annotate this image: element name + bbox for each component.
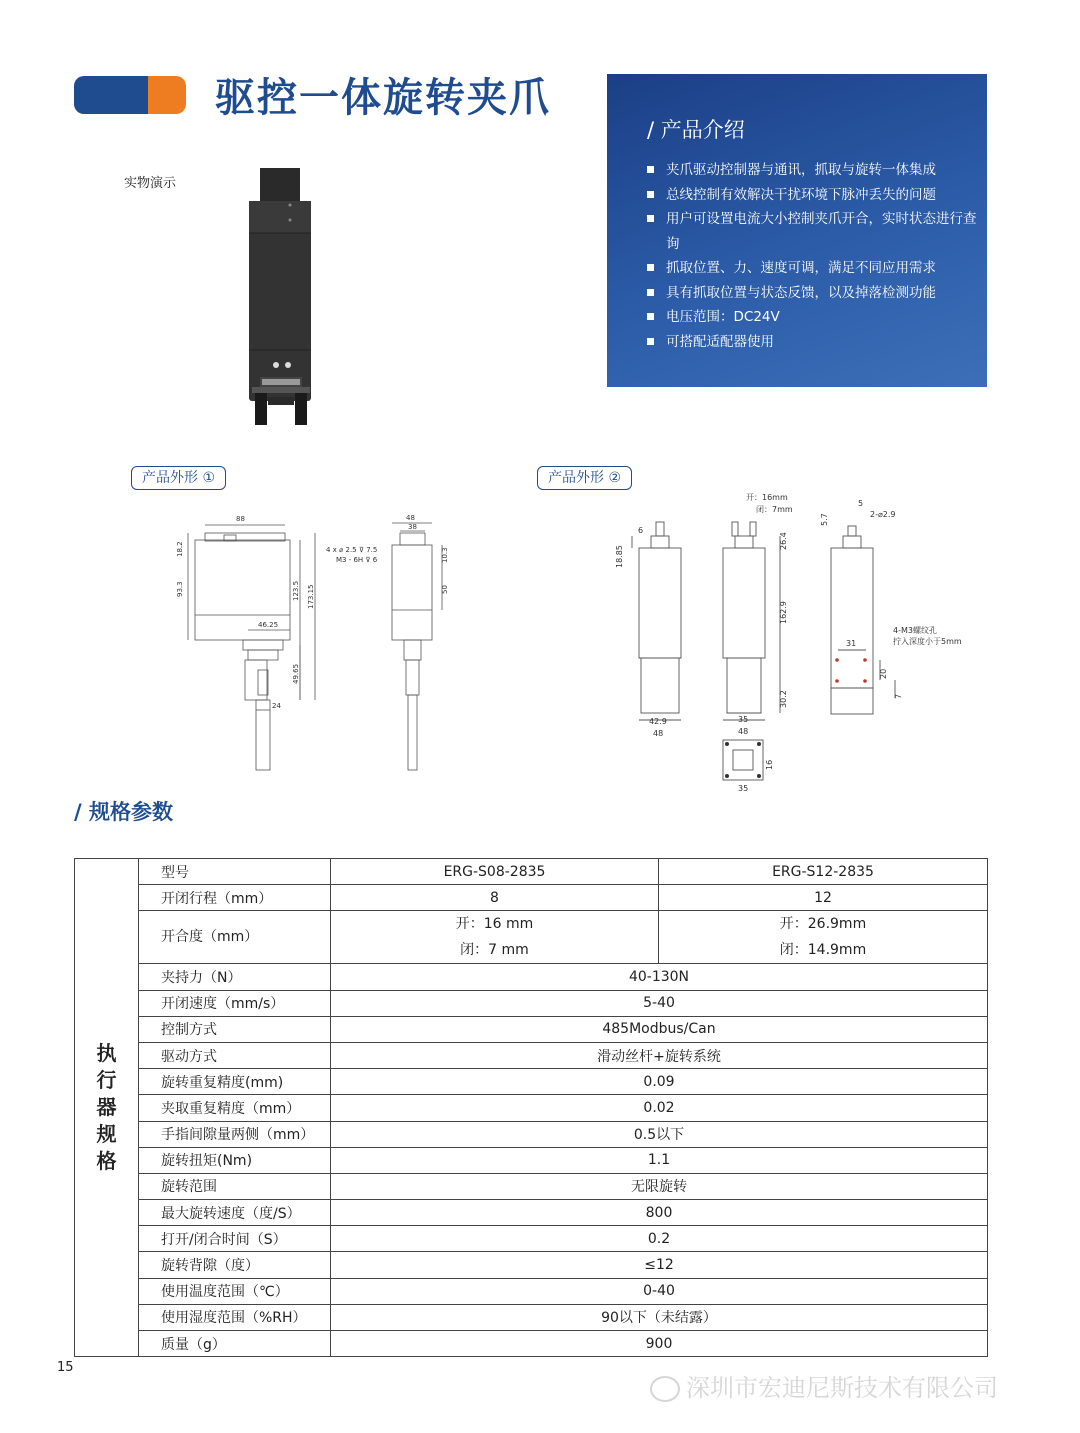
row-label: 打开/闭合时间（S） bbox=[139, 1226, 331, 1252]
category-cell bbox=[75, 859, 139, 1357]
table-row bbox=[75, 1200, 988, 1226]
model-b: ERG-S12-2835 bbox=[659, 859, 988, 885]
spec-heading: / 规格参数 bbox=[74, 800, 173, 824]
dim-6: 6 bbox=[638, 526, 644, 535]
row-value: 0.09 bbox=[331, 1069, 988, 1095]
product-photo bbox=[240, 165, 320, 430]
opening-a-open: 开：16 mm bbox=[455, 916, 534, 933]
watermark-text: 深圳市宏迪尼斯技术有限公司 bbox=[686, 1374, 998, 1402]
intro-list bbox=[647, 158, 977, 354]
dim-49-65: 49.65 bbox=[292, 663, 300, 684]
row-value: 1.1 bbox=[331, 1147, 988, 1173]
row-label: 质量（g） bbox=[139, 1331, 331, 1357]
table-row bbox=[75, 1069, 988, 1095]
table-row bbox=[75, 859, 988, 885]
row-value: 无限旋转 bbox=[331, 1173, 988, 1199]
intro-item: 夹爪驱动控制器与通讯，抓取与旋转一体集成 bbox=[647, 158, 977, 183]
dim-173-15: 173.15 bbox=[307, 584, 315, 609]
header-bar-blue bbox=[74, 76, 156, 114]
wechat-icon bbox=[650, 1376, 680, 1402]
dim-phi: 2-⌀2.9 bbox=[870, 510, 896, 519]
dim-50: 50 bbox=[441, 585, 449, 594]
row-label: 开合度（mm） bbox=[139, 911, 331, 964]
dim-35-b: 35 bbox=[738, 784, 749, 793]
watermark bbox=[650, 1368, 998, 1403]
demo-label: 实物演示 bbox=[124, 176, 177, 191]
row-label: 使用湿度范围（%RH） bbox=[139, 1304, 331, 1330]
row-value bbox=[331, 911, 659, 964]
outline-drawing-1 bbox=[160, 505, 480, 785]
row-label: 驱动方式 bbox=[139, 1042, 331, 1068]
row-label: 开闭速度（mm/s） bbox=[139, 990, 331, 1016]
dim-48-b: 48 bbox=[738, 727, 749, 736]
row-label: 旋转扭矩(Nm) bbox=[139, 1147, 331, 1173]
row-label: 手指间隙量两侧（mm） bbox=[139, 1121, 331, 1147]
screw-note-2: 拧入深度小于5mm bbox=[893, 637, 962, 646]
table-row bbox=[75, 1331, 988, 1357]
table-row bbox=[75, 1304, 988, 1330]
dim-16: 16 bbox=[765, 759, 774, 770]
dim-7: 7 bbox=[894, 693, 903, 699]
row-value: ≤12 bbox=[331, 1252, 988, 1278]
page-number: 15 bbox=[57, 1360, 74, 1375]
intro-item: 具有抓取位置与状态反馈，以及掉落检测功能 bbox=[647, 281, 977, 306]
dim-162-9: 162.9 bbox=[779, 601, 788, 624]
intro-item: 用户可设置电流大小控制夹爪开合，实时状态进行查询 bbox=[647, 207, 977, 256]
dim-35: 35 bbox=[738, 715, 749, 724]
dim-5-7: 5.7 bbox=[820, 513, 829, 526]
row-label: 控制方式 bbox=[139, 1016, 331, 1042]
row-value: 485Modbus/Can bbox=[331, 1016, 988, 1042]
opening-b-close: 闭：14.9mm bbox=[779, 942, 867, 959]
table-row bbox=[75, 1016, 988, 1042]
dim-38: 38 bbox=[408, 523, 417, 531]
row-value: 900 bbox=[331, 1331, 988, 1357]
opening-a-close: 闭：7 mm bbox=[460, 942, 529, 959]
spec-table bbox=[74, 858, 988, 1357]
dim-48-a: 48 bbox=[653, 729, 664, 738]
category-label: 执行器规格 bbox=[96, 1041, 117, 1174]
dim-24: 24 bbox=[272, 702, 281, 710]
intro-item: 电压范围：DC24V bbox=[647, 305, 977, 330]
dim-31: 31 bbox=[846, 639, 857, 648]
table-row bbox=[75, 1147, 988, 1173]
row-label: 旋转范围 bbox=[139, 1173, 331, 1199]
dim-20: 20 bbox=[879, 668, 888, 679]
row-label: 使用温度范围（℃） bbox=[139, 1278, 331, 1304]
row-value: 0.02 bbox=[331, 1095, 988, 1121]
row-value: 0.5以下 bbox=[331, 1121, 988, 1147]
model-label: 型号 bbox=[139, 859, 331, 885]
row-label: 夹持力（N） bbox=[139, 964, 331, 990]
dim-93-3: 93.3 bbox=[176, 581, 184, 597]
row-label: 开闭行程（mm） bbox=[139, 885, 331, 911]
page-title: 驱控一体旋转夹爪 bbox=[215, 75, 551, 121]
row-value: 5-40 bbox=[331, 990, 988, 1016]
table-row bbox=[75, 1278, 988, 1304]
table-row bbox=[75, 1042, 988, 1068]
opening-b-open: 开：26.9mm bbox=[779, 916, 867, 933]
outline-tag-2: 产品外形 ② bbox=[537, 466, 632, 490]
dim-5: 5 bbox=[858, 499, 864, 508]
row-label: 旋转背隙（度） bbox=[139, 1252, 331, 1278]
row-label: 夹取重复精度（mm） bbox=[139, 1095, 331, 1121]
model-a: ERG-S08-2835 bbox=[331, 859, 659, 885]
row-value bbox=[659, 911, 988, 964]
dim-18-2: 18.2 bbox=[176, 541, 184, 557]
row-value: 0-40 bbox=[331, 1278, 988, 1304]
dim-18-85: 18.85 bbox=[615, 545, 624, 568]
row-value: 90以下（未结露） bbox=[331, 1304, 988, 1330]
dim-close: 闭：7mm bbox=[756, 505, 793, 514]
row-label: 最大旋转速度（度/S） bbox=[139, 1200, 331, 1226]
row-value: 滑动丝杆+旋转系统 bbox=[331, 1042, 988, 1068]
header-bar-orange bbox=[148, 76, 186, 114]
intro-item: 可搭配适配器使用 bbox=[647, 330, 977, 355]
dim-26-4: 26.4 bbox=[779, 532, 788, 550]
screw-note-1: 4-M3螺纹孔 bbox=[893, 626, 937, 635]
hole-note-1: 4 x ⌀ 2.5 ⊽ 7.5 bbox=[326, 546, 378, 554]
row-value: 40-130N bbox=[331, 964, 988, 990]
row-value: 12 bbox=[659, 885, 988, 911]
product-intro-panel bbox=[607, 74, 987, 387]
row-value: 8 bbox=[331, 885, 659, 911]
table-row bbox=[75, 1095, 988, 1121]
dim-88: 88 bbox=[236, 515, 245, 523]
dim-open: 开：16mm bbox=[746, 493, 788, 502]
outline-tag-1: 产品外形 ① bbox=[131, 466, 226, 490]
intro-heading: / 产品介绍 bbox=[647, 118, 745, 142]
table-row bbox=[75, 1173, 988, 1199]
row-value: 800 bbox=[331, 1200, 988, 1226]
intro-item: 抓取位置、力、速度可调，满足不同应用需求 bbox=[647, 256, 977, 281]
dim-30-2: 30.2 bbox=[779, 690, 788, 708]
outline-drawing-2 bbox=[610, 488, 1000, 798]
dim-123-5: 123.5 bbox=[292, 580, 300, 601]
intro-item: 总线控制有效解决干扰环境下脉冲丢失的问题 bbox=[647, 183, 977, 208]
dim-46-25: 46.25 bbox=[258, 621, 279, 629]
table-row bbox=[75, 1252, 988, 1278]
table-row bbox=[75, 964, 988, 990]
hole-note-2: M3 - 6H ⊽ 6 bbox=[336, 556, 378, 564]
table-row bbox=[75, 911, 988, 964]
row-label: 旋转重复精度(mm) bbox=[139, 1069, 331, 1095]
row-value: 0.2 bbox=[331, 1226, 988, 1252]
dim-42-9: 42.9 bbox=[649, 717, 667, 726]
table-row bbox=[75, 885, 988, 911]
dim-48: 48 bbox=[406, 514, 415, 522]
table-row bbox=[75, 1226, 988, 1252]
table-row bbox=[75, 1121, 988, 1147]
table-row bbox=[75, 990, 988, 1016]
dim-10-3: 10.3 bbox=[441, 547, 449, 563]
